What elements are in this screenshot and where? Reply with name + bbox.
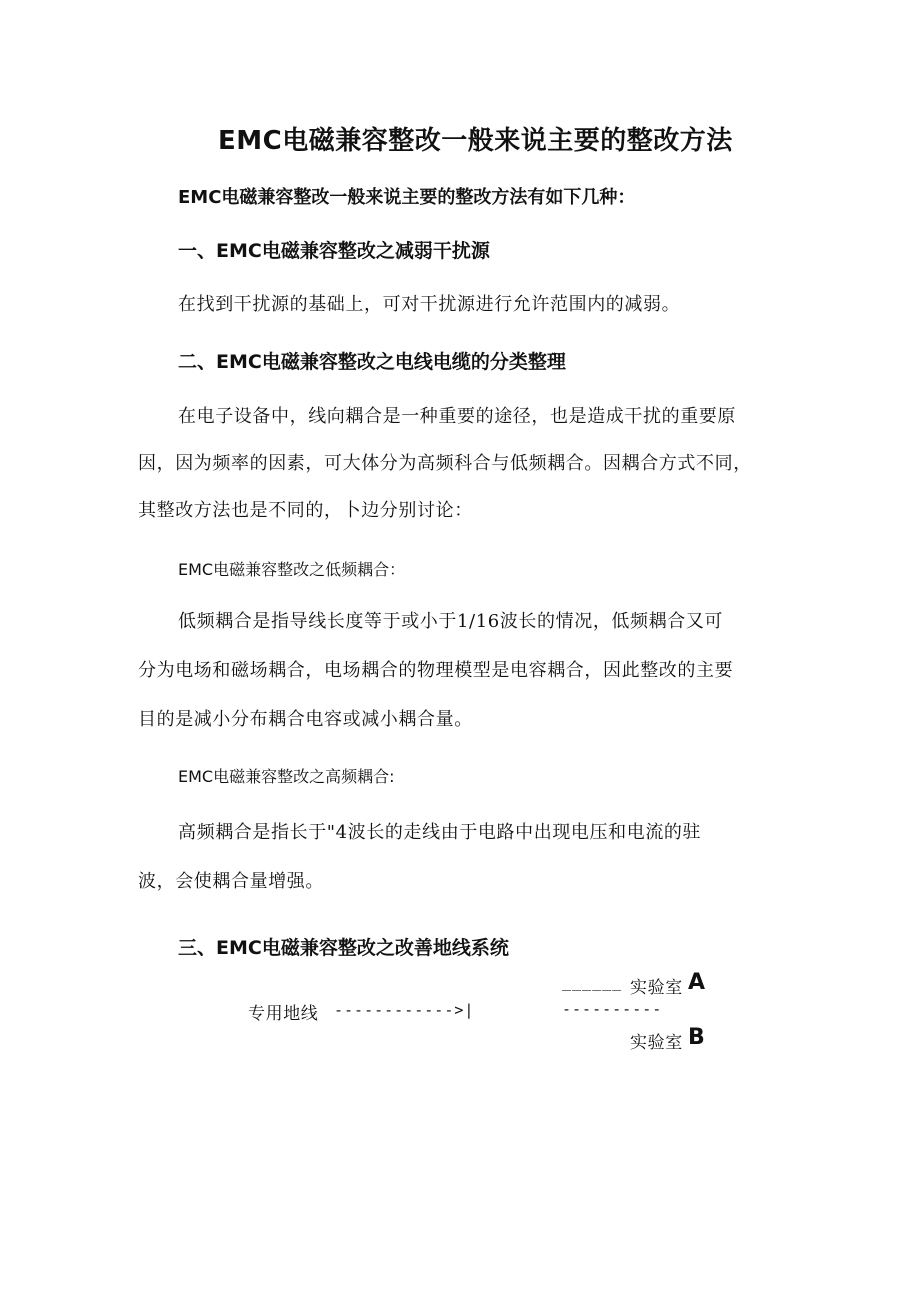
section2-para-line: 在电子设备中，线向耦合是一种重要的途径，也是造成干扰的重要原 bbox=[178, 406, 736, 427]
section1-paragraph: 在找到干扰源的基础上，可对干扰源进行允许范围内的减弱。 bbox=[178, 294, 681, 315]
high-frequency-line: 波，会使耦合量增强。 bbox=[138, 871, 324, 892]
high-frequency-line: 高频耦合是指长于"4波长的走线由于电路中出现电压和电流的驻 bbox=[178, 822, 702, 843]
low-frequency-line: 分为电场和磁场耦合，电场耦合的物理模型是电容耦合，因此整改的主要 bbox=[138, 660, 734, 681]
section1-heading: 一、EMC电磁兼容整改之减弱干扰源 bbox=[178, 240, 490, 262]
lab-b-label: 实验室 bbox=[630, 1033, 683, 1053]
ground-label: 专用地线 bbox=[248, 1004, 319, 1024]
lab-dashes: ---------- bbox=[562, 1000, 663, 1018]
high-frequency-heading: EMC电磁兼容整改之高频耦合: bbox=[178, 767, 395, 786]
low-frequency-line: 低频耦合是指导线长度等于或小于1/16波长的情况，低频耦合又可 bbox=[178, 611, 724, 632]
lab-a-line: ______ bbox=[562, 973, 623, 991]
lab-a-label: 实验室 bbox=[630, 978, 683, 998]
document-title: EMC电磁兼容整改一般来说主要的整改方法 bbox=[218, 126, 733, 156]
lab-b-letter: B bbox=[688, 1025, 705, 1050]
intro-text: EMC电磁兼容整改一般来说主要的整改方法有如下几种： bbox=[178, 187, 636, 208]
ground-arrow: ------------>| bbox=[334, 1001, 475, 1019]
low-frequency-line: 目的是减小分布耦合电容或减小耦合量。 bbox=[138, 709, 473, 730]
low-frequency-heading: EMC电磁兼容整改之低频耦合： bbox=[178, 560, 406, 579]
section2-para-line: 其整改方法也是不同的，卜边分别讨论： bbox=[138, 500, 473, 521]
lab-a-letter: A bbox=[688, 970, 706, 995]
section2-heading: 二、EMC电磁兼容整改之电线电缆的分类整理 bbox=[178, 351, 566, 373]
section3-heading: 三、EMC电磁兼容整改之改善地线系统 bbox=[178, 937, 509, 959]
section2-para-line: 因，因为频率的因素，可大体分为高频科合与低频耦合。因耦合方式不同， bbox=[138, 453, 752, 474]
